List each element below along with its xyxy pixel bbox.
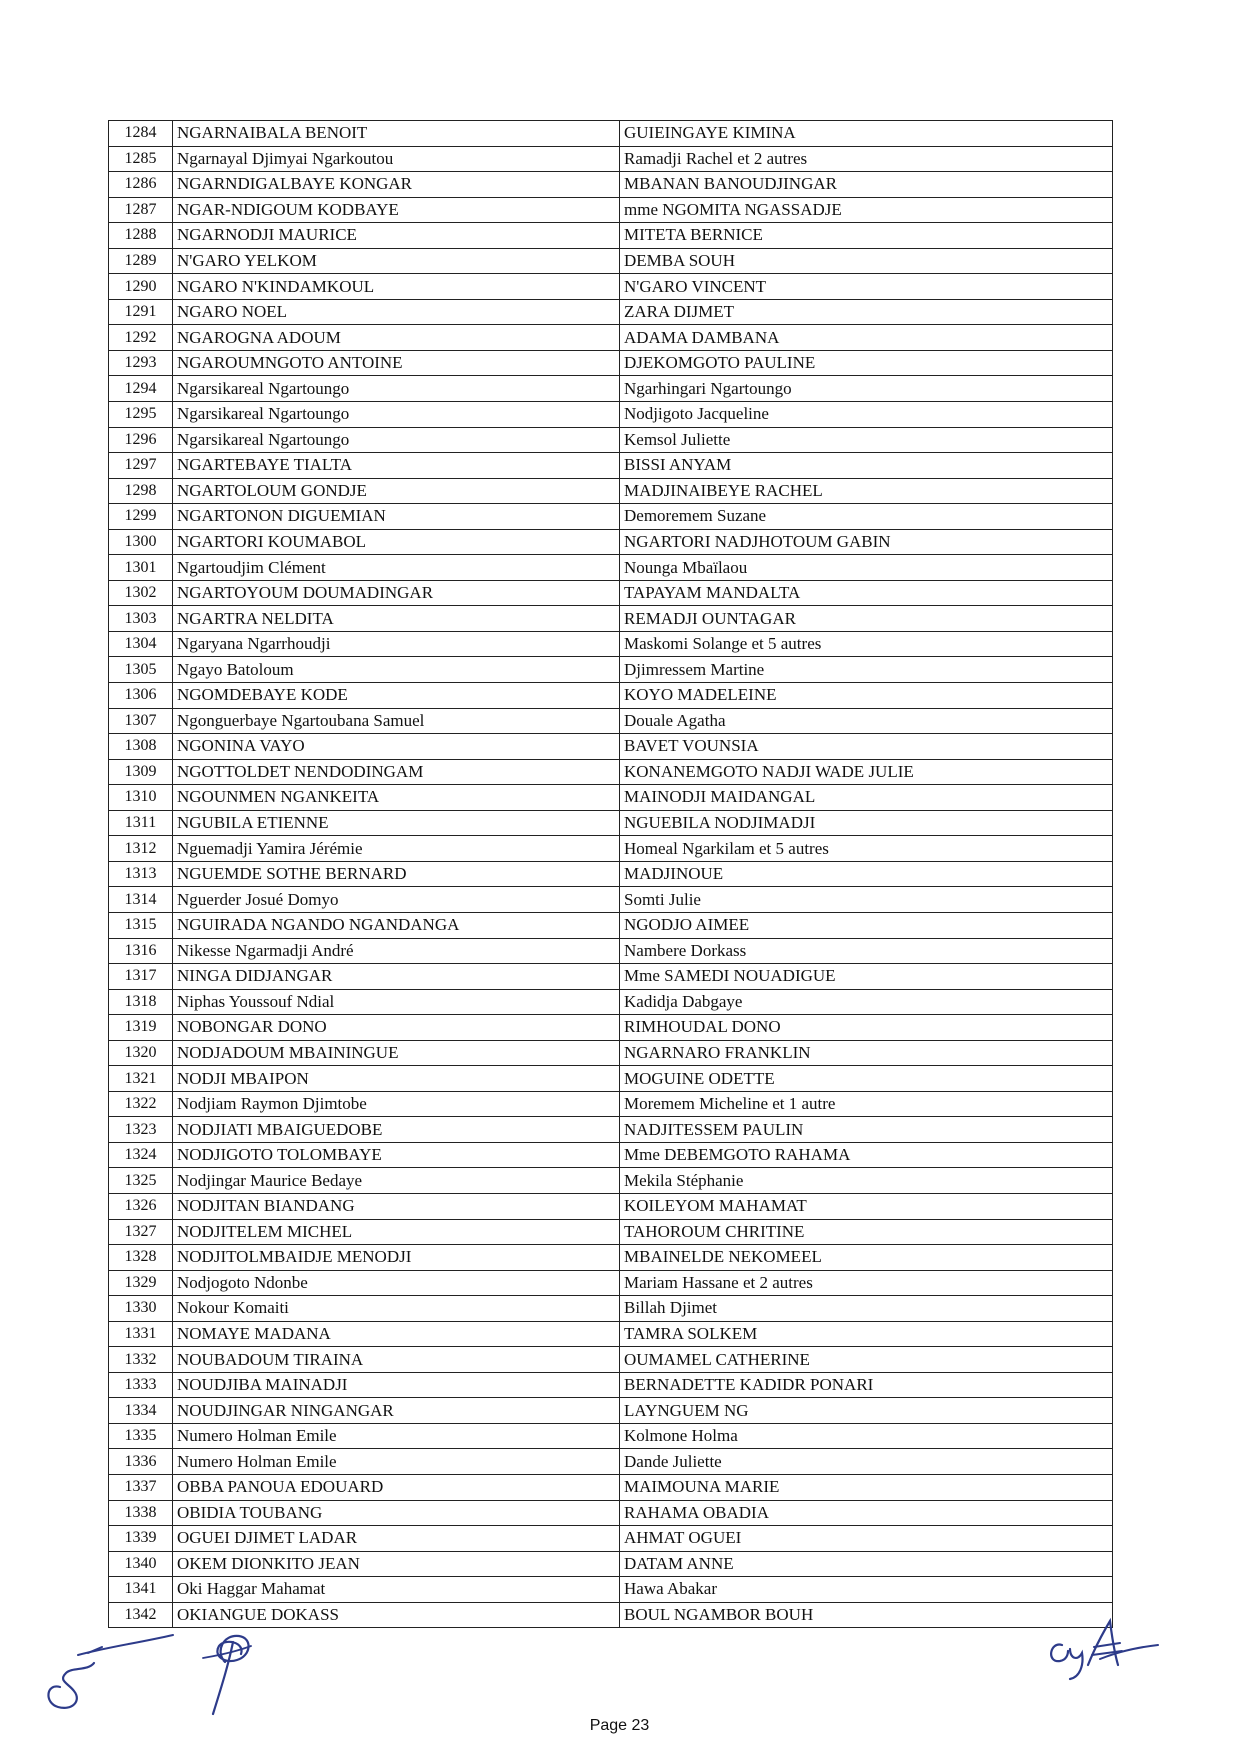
table-row xyxy=(109,376,1113,402)
row-number: 1320 xyxy=(109,1040,173,1066)
holder-name: OBIDIA TOUBANG xyxy=(173,1500,620,1526)
holder-name: NGOUNMEN NGANKEITA xyxy=(173,785,620,811)
table-row xyxy=(109,1015,1113,1041)
table-row xyxy=(109,555,1113,581)
row-number: 1318 xyxy=(109,989,173,1015)
row-number: 1293 xyxy=(109,350,173,376)
successor-name: NGUEBILA NODJIMADJI xyxy=(620,810,1113,836)
successor-name: Ngarhingari Ngartoungo xyxy=(620,376,1113,402)
holder-name: Ngarsikareal Ngartoungo xyxy=(173,427,620,453)
row-number: 1305 xyxy=(109,657,173,683)
row-number: 1294 xyxy=(109,376,173,402)
table-row xyxy=(109,1347,1113,1373)
row-number: 1333 xyxy=(109,1372,173,1398)
table-row xyxy=(109,121,1113,147)
holder-name: NGARTEBAYE TIALTA xyxy=(173,453,620,479)
holder-name: NGARTOYOUM DOUMADINGAR xyxy=(173,580,620,606)
successor-name: RAHAMA OBADIA xyxy=(620,1500,1113,1526)
row-number: 1311 xyxy=(109,810,173,836)
table-row xyxy=(109,1296,1113,1322)
table-row xyxy=(109,350,1113,376)
row-number: 1341 xyxy=(109,1577,173,1603)
table-row xyxy=(109,1551,1113,1577)
successor-name: DJEKOMGOTO PAULINE xyxy=(620,350,1113,376)
holder-name: OKIANGUE DOKASS xyxy=(173,1602,620,1628)
signature-right xyxy=(1040,1615,1160,1685)
table-row xyxy=(109,146,1113,172)
successor-name: Kolmone Holma xyxy=(620,1423,1113,1449)
holder-name: Ngarnayal Djimyai Ngarkoutou xyxy=(173,146,620,172)
table-row xyxy=(109,1066,1113,1092)
holder-name: NGARNDIGALBAYE KONGAR xyxy=(173,172,620,198)
successor-name: Kadidja Dabgaye xyxy=(620,989,1113,1015)
table-row xyxy=(109,631,1113,657)
row-number: 1290 xyxy=(109,274,173,300)
successor-name: mme NGOMITA NGASSADJE xyxy=(620,197,1113,223)
successor-name: Demoremem Suzane xyxy=(620,504,1113,530)
successor-name: REMADJI OUNTAGAR xyxy=(620,606,1113,632)
successor-name: MBANAN BANOUDJINGAR xyxy=(620,172,1113,198)
successor-name: NGODJO AIMEE xyxy=(620,912,1113,938)
table-row xyxy=(109,708,1113,734)
table-row xyxy=(109,1193,1113,1219)
holder-name: NGOTTOLDET NENDODINGAM xyxy=(173,759,620,785)
holder-name: NODJIATI MBAIGUEDOBE xyxy=(173,1117,620,1143)
holder-name: NGARTORI KOUMABOL xyxy=(173,529,620,555)
successor-name: BOUL NGAMBOR BOUH xyxy=(620,1602,1113,1628)
holder-name: Nguerder Josué Domyo xyxy=(173,887,620,913)
successor-name: TAPAYAM MANDALTA xyxy=(620,580,1113,606)
table-row xyxy=(109,1168,1113,1194)
row-number: 1313 xyxy=(109,861,173,887)
successor-name: LAYNGUEM NG xyxy=(620,1398,1113,1424)
table-row xyxy=(109,810,1113,836)
holder-name: Nikesse Ngarmadji André xyxy=(173,938,620,964)
holder-name: Numero Holman Emile xyxy=(173,1449,620,1475)
row-number: 1339 xyxy=(109,1526,173,1552)
row-number: 1319 xyxy=(109,1015,173,1041)
table-row xyxy=(109,1526,1113,1552)
successor-name: DEMBA SOUH xyxy=(620,248,1113,274)
holder-name: NGAROGNA ADOUM xyxy=(173,325,620,351)
successor-name: Mariam Hassane et 2 autres xyxy=(620,1270,1113,1296)
holder-name: NGARO N'KINDAMKOUL xyxy=(173,274,620,300)
row-number: 1323 xyxy=(109,1117,173,1143)
row-number: 1328 xyxy=(109,1245,173,1271)
holder-name: NGAR-NDIGOUM KODBAYE xyxy=(173,197,620,223)
table-row xyxy=(109,1372,1113,1398)
row-number: 1316 xyxy=(109,938,173,964)
row-number: 1329 xyxy=(109,1270,173,1296)
registry-table xyxy=(108,120,1113,1628)
successor-name: Nambere Dorkass xyxy=(620,938,1113,964)
table-row xyxy=(109,836,1113,862)
successor-name: N'GARO VINCENT xyxy=(620,274,1113,300)
holder-name: NGARNODJI MAURICE xyxy=(173,223,620,249)
table-row xyxy=(109,172,1113,198)
row-number: 1322 xyxy=(109,1091,173,1117)
row-number: 1332 xyxy=(109,1347,173,1373)
successor-name: Djimressem Martine xyxy=(620,657,1113,683)
successor-name: NGARTORI NADJHOTOUM GABIN xyxy=(620,529,1113,555)
table-row xyxy=(109,606,1113,632)
page-number: Page 23 xyxy=(589,1717,650,1734)
table-row xyxy=(109,759,1113,785)
successor-name: GUIEINGAYE KIMINA xyxy=(620,121,1113,147)
row-number: 1292 xyxy=(109,325,173,351)
row-number: 1285 xyxy=(109,146,173,172)
holder-name: NODJIGOTO TOLOMBAYE xyxy=(173,1142,620,1168)
successor-name: Maskomi Solange et 5 autres xyxy=(620,631,1113,657)
successor-name: Ramadji Rachel et 2 autres xyxy=(620,146,1113,172)
table-row xyxy=(109,1142,1113,1168)
holder-name: NGARTOLOUM GONDJE xyxy=(173,478,620,504)
table-row xyxy=(109,1500,1113,1526)
successor-name: TAMRA SOLKEM xyxy=(620,1321,1113,1347)
successor-name: Mme SAMEDI NOUADIGUE xyxy=(620,964,1113,990)
table-row xyxy=(109,1398,1113,1424)
table-row xyxy=(109,964,1113,990)
row-number: 1315 xyxy=(109,912,173,938)
holder-name: NODJI MBAIPON xyxy=(173,1066,620,1092)
table-row xyxy=(109,478,1113,504)
row-number: 1327 xyxy=(109,1219,173,1245)
table-row xyxy=(109,734,1113,760)
table-row xyxy=(109,1321,1113,1347)
holder-name: NODJADOUM MBAININGUE xyxy=(173,1040,620,1066)
successor-name: AHMAT OGUEI xyxy=(620,1526,1113,1552)
holder-name: NODJITELEM MICHEL xyxy=(173,1219,620,1245)
successor-name: RIMHOUDAL DONO xyxy=(620,1015,1113,1041)
row-number: 1314 xyxy=(109,887,173,913)
successor-name: Somti Julie xyxy=(620,887,1113,913)
successor-name: NGARNARO FRANKLIN xyxy=(620,1040,1113,1066)
holder-name: NGAROUMNGOTO ANTOINE xyxy=(173,350,620,376)
holder-name: Ngarsikareal Ngartoungo xyxy=(173,402,620,428)
table-row xyxy=(109,1270,1113,1296)
holder-name: Ngarsikareal Ngartoungo xyxy=(173,376,620,402)
successor-name: Nodjigoto Jacqueline xyxy=(620,402,1113,428)
table-row xyxy=(109,912,1113,938)
successor-name: MAINODJI MAIDANGAL xyxy=(620,785,1113,811)
table-row xyxy=(109,402,1113,428)
table-row xyxy=(109,785,1113,811)
table-row xyxy=(109,453,1113,479)
holder-name: NOUDJIBA MAINADJI xyxy=(173,1372,620,1398)
row-number: 1325 xyxy=(109,1168,173,1194)
row-number: 1321 xyxy=(109,1066,173,1092)
successor-name: KONANEMGOTO NADJI WADE JULIE xyxy=(620,759,1113,785)
successor-name: KOILEYOM MAHAMAT xyxy=(620,1193,1113,1219)
holder-name: Nokour Komaiti xyxy=(173,1296,620,1322)
row-number: 1334 xyxy=(109,1398,173,1424)
holder-name: Ngaryana Ngarrhoudji xyxy=(173,631,620,657)
holder-name: NGUBILA ETIENNE xyxy=(173,810,620,836)
holder-name: NGARTONON DIGUEMIAN xyxy=(173,504,620,530)
successor-name: BERNADETTE KADIDR PONARI xyxy=(620,1372,1113,1398)
holder-name: Oki Haggar Mahamat xyxy=(173,1577,620,1603)
holder-name: Nodjiam Raymon Djimtobe xyxy=(173,1091,620,1117)
row-number: 1303 xyxy=(109,606,173,632)
holder-name: NGUEMDE SOTHE BERNARD xyxy=(173,861,620,887)
table-row xyxy=(109,938,1113,964)
successor-name: BAVET VOUNSIA xyxy=(620,734,1113,760)
successor-name: MADJINOUE xyxy=(620,861,1113,887)
holder-name: NINGA DIDJANGAR xyxy=(173,964,620,990)
table-row xyxy=(109,683,1113,709)
successor-name: TAHOROUM CHRITINE xyxy=(620,1219,1113,1245)
holder-name: Nodjogoto Ndonbe xyxy=(173,1270,620,1296)
holder-name: Nguemadji Yamira Jérémie xyxy=(173,836,620,862)
successor-name: Billah Djimet xyxy=(620,1296,1113,1322)
table-row xyxy=(109,299,1113,325)
row-number: 1330 xyxy=(109,1296,173,1322)
row-number: 1295 xyxy=(109,402,173,428)
row-number: 1288 xyxy=(109,223,173,249)
successor-name: Kemsol Juliette xyxy=(620,427,1113,453)
successor-name: MADJINAIBEYE RACHEL xyxy=(620,478,1113,504)
holder-name: NOMAYE MADANA xyxy=(173,1321,620,1347)
row-number: 1342 xyxy=(109,1602,173,1628)
table-row xyxy=(109,504,1113,530)
row-number: 1317 xyxy=(109,964,173,990)
row-number: 1298 xyxy=(109,478,173,504)
table-row xyxy=(109,1577,1113,1603)
table-row xyxy=(109,887,1113,913)
row-number: 1335 xyxy=(109,1423,173,1449)
row-number: 1291 xyxy=(109,299,173,325)
row-number: 1287 xyxy=(109,197,173,223)
row-number: 1284 xyxy=(109,121,173,147)
successor-name: OUMAMEL CATHERINE xyxy=(620,1347,1113,1373)
successor-name: ADAMA DAMBANA xyxy=(620,325,1113,351)
row-number: 1331 xyxy=(109,1321,173,1347)
successor-name: MOGUINE ODETTE xyxy=(620,1066,1113,1092)
successor-name: BISSI ANYAM xyxy=(620,453,1113,479)
successor-name: NADJITESSEM PAULIN xyxy=(620,1117,1113,1143)
holder-name: NOUBADOUM TIRAINA xyxy=(173,1347,620,1373)
table-row xyxy=(109,1117,1113,1143)
table-row xyxy=(109,657,1113,683)
table-row xyxy=(109,223,1113,249)
table-row xyxy=(109,529,1113,555)
holder-name: Niphas Youssouf Ndial xyxy=(173,989,620,1015)
successor-name: KOYO MADELEINE xyxy=(620,683,1113,709)
holder-name: Ngonguerbaye Ngartoubana Samuel xyxy=(173,708,620,734)
successor-name: Hawa Abakar xyxy=(620,1577,1113,1603)
holder-name: NGARO NOEL xyxy=(173,299,620,325)
table-row xyxy=(109,1474,1113,1500)
row-number: 1306 xyxy=(109,683,173,709)
successor-name: MITETA BERNICE xyxy=(620,223,1113,249)
table-row xyxy=(109,1245,1113,1271)
holder-name: NOUDJINGAR NINGANGAR xyxy=(173,1398,620,1424)
table-row xyxy=(109,248,1113,274)
holder-name: NGARTRA NELDITA xyxy=(173,606,620,632)
row-number: 1300 xyxy=(109,529,173,555)
row-number: 1312 xyxy=(109,836,173,862)
row-number: 1338 xyxy=(109,1500,173,1526)
row-number: 1286 xyxy=(109,172,173,198)
row-number: 1307 xyxy=(109,708,173,734)
holder-name: NODJITOLMBAIDJE MENODJI xyxy=(173,1245,620,1271)
successor-name: MAIMOUNA MARIE xyxy=(620,1474,1113,1500)
successor-name: DATAM ANNE xyxy=(620,1551,1113,1577)
row-number: 1340 xyxy=(109,1551,173,1577)
holder-name: Nodjingar Maurice Bedaye xyxy=(173,1168,620,1194)
row-number: 1337 xyxy=(109,1474,173,1500)
holder-name: NGONINA VAYO xyxy=(173,734,620,760)
table-row xyxy=(109,274,1113,300)
row-number: 1309 xyxy=(109,759,173,785)
row-number: 1289 xyxy=(109,248,173,274)
successor-name: ZARA DIJMET xyxy=(620,299,1113,325)
successor-name: Dande Juliette xyxy=(620,1449,1113,1475)
row-number: 1296 xyxy=(109,427,173,453)
row-number: 1326 xyxy=(109,1193,173,1219)
holder-name: Numero Holman Emile xyxy=(173,1423,620,1449)
signature-middle xyxy=(195,1622,275,1722)
table-row xyxy=(109,1091,1113,1117)
row-number: 1304 xyxy=(109,631,173,657)
successor-name: Douale Agatha xyxy=(620,708,1113,734)
table-row xyxy=(109,1219,1113,1245)
row-number: 1308 xyxy=(109,734,173,760)
holder-name: NGUIRADA NGANDO NGANDANGA xyxy=(173,912,620,938)
row-number: 1336 xyxy=(109,1449,173,1475)
holder-name: OBBA PANOUA EDOUARD xyxy=(173,1474,620,1500)
holder-name: OGUEI DJIMET LADAR xyxy=(173,1526,620,1552)
holder-name: Ngayo Batoloum xyxy=(173,657,620,683)
table-row xyxy=(109,325,1113,351)
signature-left xyxy=(28,1625,178,1715)
table-row xyxy=(109,989,1113,1015)
successor-name: Moremem Micheline et 1 autre xyxy=(620,1091,1113,1117)
row-number: 1297 xyxy=(109,453,173,479)
holder-name: NGARNAIBALA BENOIT xyxy=(173,121,620,147)
table-row xyxy=(109,1423,1113,1449)
successor-name: Nounga Mbaïlaou xyxy=(620,555,1113,581)
successor-name: Mme DEBEMGOTO RAHAMA xyxy=(620,1142,1113,1168)
row-number: 1299 xyxy=(109,504,173,530)
successor-name: Mekila Stéphanie xyxy=(620,1168,1113,1194)
table-row xyxy=(109,580,1113,606)
table-row xyxy=(109,861,1113,887)
table-row xyxy=(109,427,1113,453)
table-row xyxy=(109,1040,1113,1066)
holder-name: NOBONGAR DONO xyxy=(173,1015,620,1041)
successor-name: MBAINELDE NEKOMEEL xyxy=(620,1245,1113,1271)
holder-name: N'GARO YELKOM xyxy=(173,248,620,274)
row-number: 1310 xyxy=(109,785,173,811)
holder-name: Ngartoudjim Clément xyxy=(173,555,620,581)
table-row xyxy=(109,197,1113,223)
holder-name: OKEM DIONKITO JEAN xyxy=(173,1551,620,1577)
row-number: 1302 xyxy=(109,580,173,606)
holder-name: NGOMDEBAYE KODE xyxy=(173,683,620,709)
row-number: 1301 xyxy=(109,555,173,581)
holder-name: NODJITAN BIANDANG xyxy=(173,1193,620,1219)
row-number: 1324 xyxy=(109,1142,173,1168)
successor-name: Homeal Ngarkilam et 5 autres xyxy=(620,836,1113,862)
table-row xyxy=(109,1449,1113,1475)
